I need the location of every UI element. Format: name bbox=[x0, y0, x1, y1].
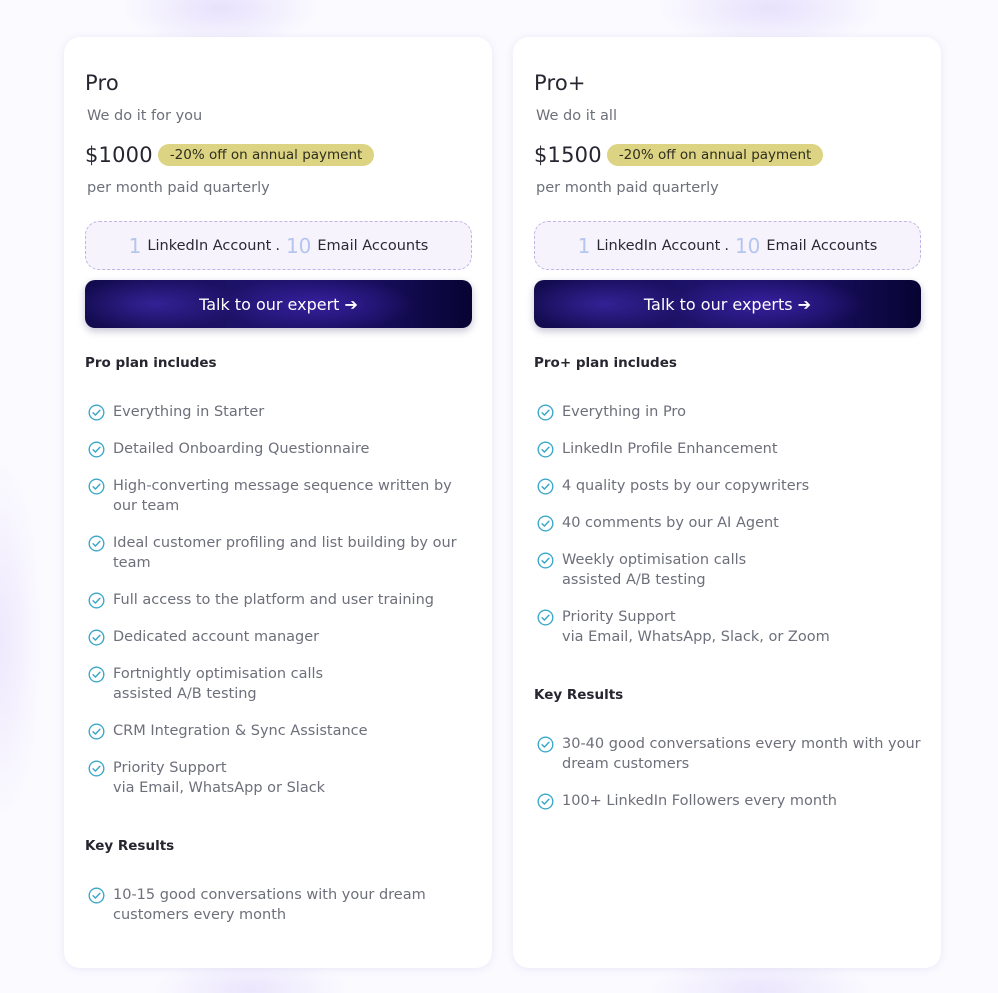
feature-item bbox=[537, 513, 922, 533]
pricing-card-pro-plus bbox=[513, 37, 941, 968]
linkedin-account-label: LinkedIn Account bbox=[147, 237, 272, 254]
feature-text: Everything in Pro bbox=[562, 404, 686, 420]
feature-text: Full access to the platform and user training bbox=[113, 592, 434, 608]
feature-item bbox=[88, 476, 473, 516]
check-circle-icon bbox=[537, 478, 554, 495]
key-results-title: Key Results bbox=[85, 838, 175, 854]
email-account-count: 10 bbox=[285, 233, 312, 258]
linkedin-account-count: 1 bbox=[128, 233, 142, 258]
feature-item bbox=[537, 791, 922, 811]
talk-to-experts-button[interactable]: Talk to our experts ➔ bbox=[534, 280, 921, 328]
check-circle-icon bbox=[88, 629, 105, 646]
check-circle-icon bbox=[88, 478, 105, 495]
feature-item bbox=[537, 607, 922, 647]
feature-text: 30-40 good conversations every month with your dream customers bbox=[562, 736, 921, 772]
plan-price: $1500 bbox=[534, 143, 602, 167]
talk-to-expert-button[interactable]: Talk to our expert ➔ bbox=[85, 280, 472, 328]
feature-text: Priority Support bbox=[113, 760, 227, 776]
linkedin-account-label: LinkedIn Account bbox=[596, 237, 721, 254]
feature-text: High-converting message sequence written by our team bbox=[113, 478, 452, 514]
feature-text: via Email, WhatsApp, Slack, or Zoom bbox=[562, 629, 830, 645]
feature-text: CRM Integration & Sync Assistance bbox=[113, 723, 368, 739]
feature-text: Weekly optimisation calls bbox=[562, 552, 747, 568]
check-circle-icon bbox=[537, 609, 554, 626]
key-results-list bbox=[88, 885, 473, 942]
feature-text: LinkedIn Profile Enhancement bbox=[562, 441, 778, 457]
feature-text: Everything in Starter bbox=[113, 404, 265, 420]
price-row bbox=[85, 143, 374, 167]
feature-text: 10-15 good conversations with your dream customers every month bbox=[113, 887, 426, 923]
check-circle-icon bbox=[537, 441, 554, 458]
feature-text: Priority Support bbox=[562, 609, 676, 625]
feature-text: 4 quality posts by our copywriters bbox=[562, 478, 810, 494]
check-circle-icon bbox=[537, 515, 554, 532]
check-circle-icon bbox=[88, 441, 105, 458]
check-circle-icon bbox=[537, 404, 554, 421]
feature-text: Dedicated account manager bbox=[113, 629, 320, 645]
includes-title: Pro plan includes bbox=[85, 355, 217, 371]
billing-period: per month paid quarterly bbox=[87, 180, 270, 196]
feature-item bbox=[88, 664, 473, 704]
check-circle-icon bbox=[537, 793, 554, 810]
check-circle-icon bbox=[88, 723, 105, 740]
feature-text: Detailed Onboarding Questionnaire bbox=[113, 441, 370, 457]
feature-text: via Email, WhatsApp or Slack bbox=[113, 780, 326, 796]
check-circle-icon bbox=[88, 535, 105, 552]
check-circle-icon bbox=[537, 736, 554, 753]
email-account-label: Email Accounts bbox=[766, 237, 878, 254]
discount-badge: -20% off on annual payment bbox=[607, 144, 824, 166]
pricing-card-pro bbox=[64, 37, 492, 968]
check-circle-icon bbox=[88, 760, 105, 777]
feature-text: Ideal customer profiling and list building by our team bbox=[113, 535, 457, 571]
feature-item bbox=[88, 627, 473, 647]
discount-badge: -20% off on annual payment bbox=[158, 144, 375, 166]
check-circle-icon bbox=[537, 552, 554, 569]
feature-list bbox=[537, 402, 922, 664]
plan-tagline: We do it for you bbox=[87, 108, 203, 124]
key-results-title: Key Results bbox=[534, 687, 624, 703]
feature-item bbox=[537, 550, 922, 590]
email-account-count: 10 bbox=[734, 233, 761, 258]
feature-item bbox=[88, 590, 473, 610]
feature-item bbox=[88, 721, 473, 741]
price-row bbox=[534, 143, 823, 167]
feature-text: assisted A/B testing bbox=[113, 686, 257, 702]
feature-item bbox=[537, 734, 922, 774]
includes-title: Pro+ plan includes bbox=[534, 355, 677, 371]
check-circle-icon bbox=[88, 666, 105, 683]
feature-item bbox=[537, 476, 922, 496]
plan-name: Pro+ bbox=[534, 71, 586, 95]
accounts-pill bbox=[534, 221, 921, 270]
feature-text: assisted A/B testing bbox=[562, 572, 706, 588]
linkedin-account-count: 1 bbox=[577, 233, 591, 258]
accounts-separator: . bbox=[724, 237, 729, 254]
check-circle-icon bbox=[88, 887, 105, 904]
check-circle-icon bbox=[88, 404, 105, 421]
accounts-pill bbox=[85, 221, 472, 270]
plan-price: $1000 bbox=[85, 143, 153, 167]
check-circle-icon bbox=[88, 592, 105, 609]
feature-item bbox=[537, 439, 922, 459]
accounts-separator: . bbox=[275, 237, 280, 254]
key-results-list bbox=[537, 734, 922, 828]
feature-item bbox=[88, 402, 473, 422]
plan-tagline: We do it all bbox=[536, 108, 617, 124]
feature-text: Fortnightly optimisation calls bbox=[113, 666, 324, 682]
feature-item bbox=[88, 533, 473, 573]
feature-item bbox=[88, 885, 473, 925]
billing-period: per month paid quarterly bbox=[536, 180, 719, 196]
feature-item bbox=[88, 439, 473, 459]
feature-item bbox=[537, 402, 922, 422]
feature-item bbox=[88, 758, 473, 798]
feature-text: 40 comments by our AI Agent bbox=[562, 515, 779, 531]
feature-list bbox=[88, 402, 473, 815]
feature-text: 100+ LinkedIn Followers every month bbox=[562, 793, 837, 809]
plan-name: Pro bbox=[85, 71, 119, 95]
email-account-label: Email Accounts bbox=[317, 237, 429, 254]
